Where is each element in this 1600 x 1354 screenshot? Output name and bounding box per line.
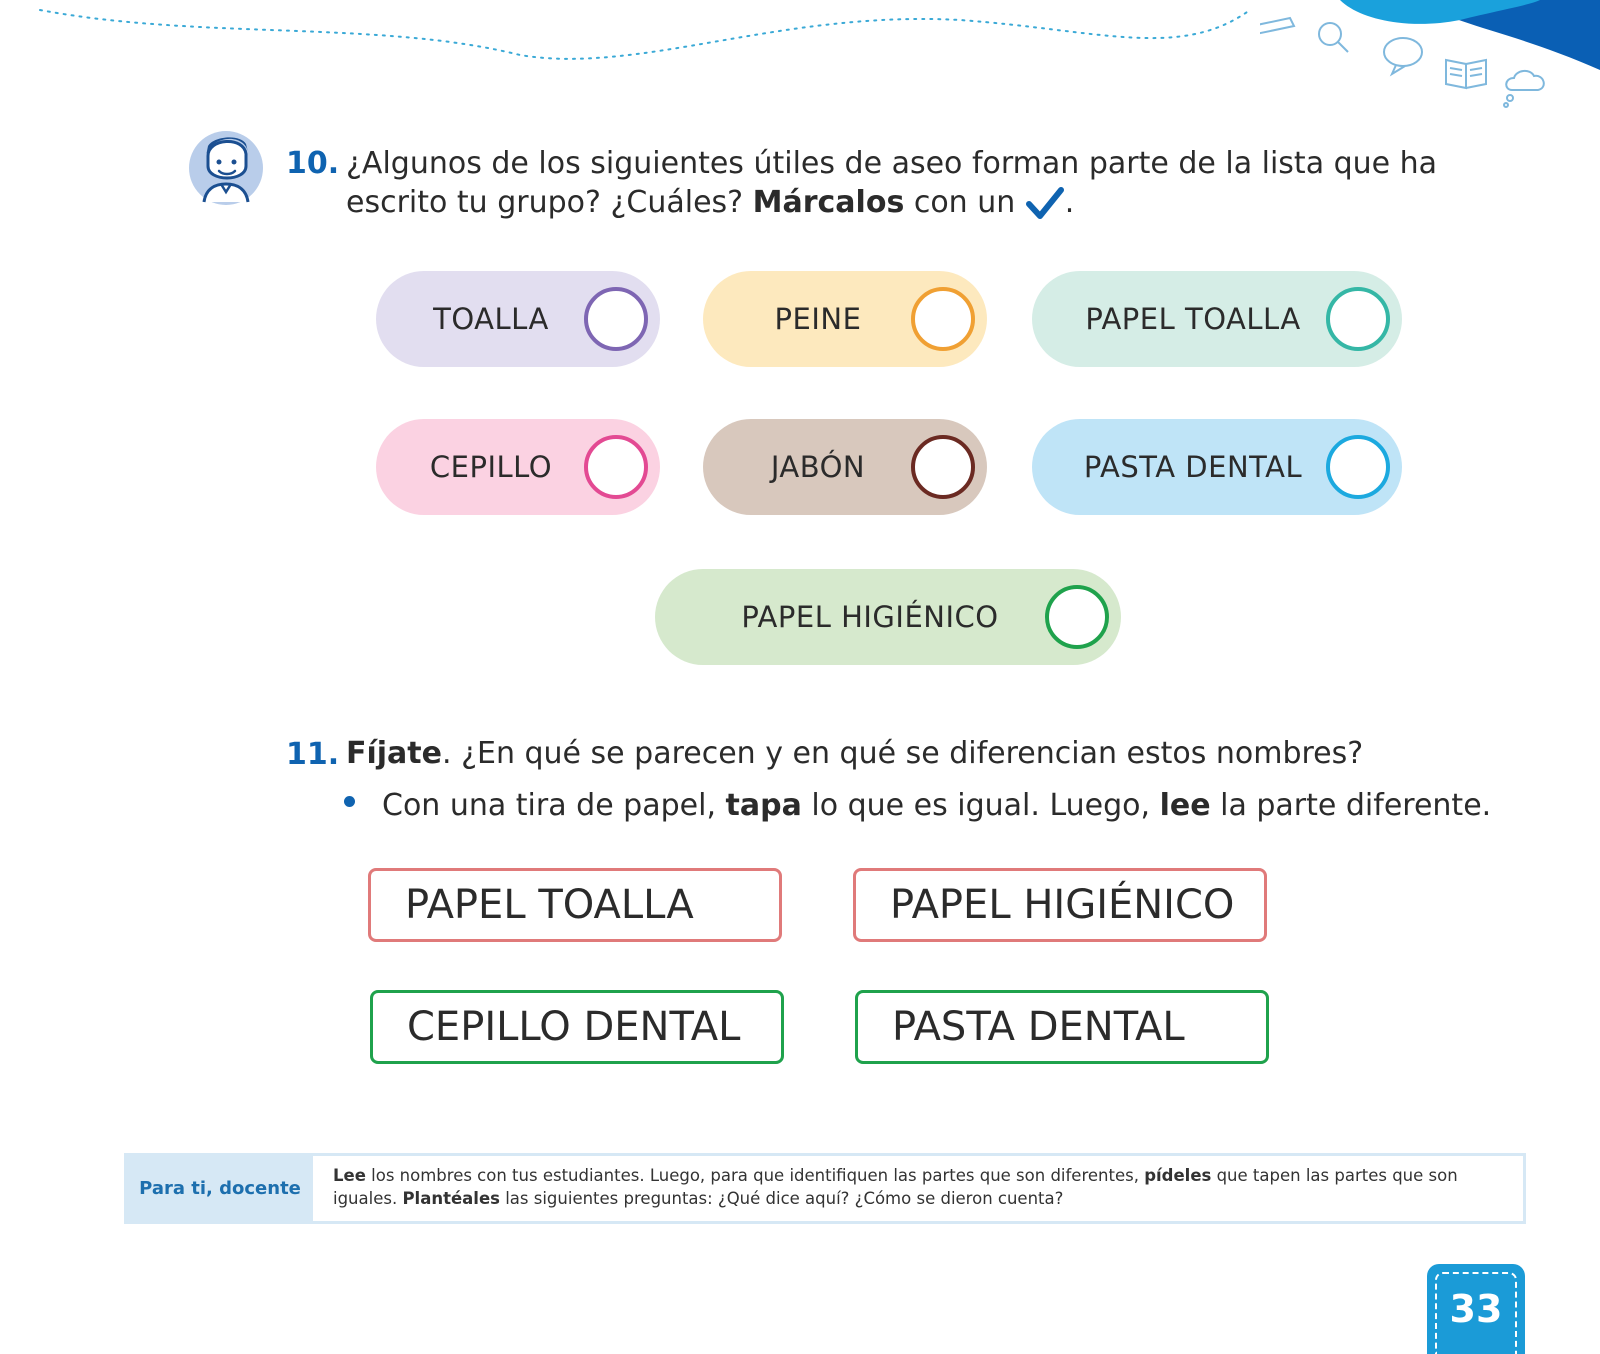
question-11-instruction <box>382 786 1491 825</box>
checkmark-icon <box>1025 186 1065 222</box>
word-box-pasta-dental: PASTA DENTAL <box>855 990 1269 1064</box>
instruction-text-part: Con una tira de papel, <box>382 788 726 823</box>
checkbox-circle-papel-higienico[interactable] <box>1045 585 1109 649</box>
teacher-note-bold: pídeles <box>1144 1166 1212 1185</box>
item-label: PEINE <box>774 302 862 336</box>
item-label: PAPEL HIGIÉNICO <box>741 600 999 634</box>
question-10-text-end: . <box>1064 185 1075 220</box>
question-10-number: 10. <box>286 146 340 181</box>
checkbox-circle-toalla[interactable] <box>584 287 648 351</box>
magnifier-icon <box>1319 23 1348 52</box>
checkbox-circle-cepillo[interactable] <box>584 435 648 499</box>
item-label: JABÓN <box>770 450 866 484</box>
question-11-bold-text: Fíjate <box>346 736 442 771</box>
teacher-note-text-part: que tapen las partes que son iguales. <box>333 1166 1458 1208</box>
item-pill-peine <box>703 271 987 367</box>
instruction-text-part: la parte diferente. <box>1210 788 1492 823</box>
instruction-text-part: lo que es igual. Luego, <box>801 788 1160 823</box>
word-box-papel-toalla: PAPEL TOALLA <box>368 868 782 942</box>
item-pill-cepillo <box>376 419 660 515</box>
teacher-note-text-part: las siguientes preguntas: ¿Qué dice aquí? ¿Cómo se dieron cuenta? <box>499 1189 1064 1208</box>
item-label: PAPEL TOALLA <box>1085 302 1301 336</box>
question-11-text <box>346 734 1363 773</box>
teacher-note-bold: Lee <box>333 1166 366 1185</box>
teacher-note-label: Para ti, docente <box>127 1156 313 1221</box>
pencil-icon <box>1260 18 1294 34</box>
item-pill-pasta-dental <box>1032 419 1402 515</box>
item-pill-jabon <box>703 419 987 515</box>
item-pill-papel-higienico <box>655 569 1121 665</box>
checkbox-circle-papel-toalla[interactable] <box>1326 287 1390 351</box>
item-pill-toalla <box>376 271 660 367</box>
book-icon <box>1446 60 1486 88</box>
item-label: TOALLA <box>433 302 549 336</box>
word-box-papel-higienico: PAPEL HIGIÉNICO <box>853 868 1267 942</box>
bullet-dot <box>344 796 355 807</box>
teacher-note-text-part: los nombres con tus estudiantes. Luego, para que identifiquen las partes que son diferentes, <box>365 1166 1145 1185</box>
item-label: PASTA DENTAL <box>1083 450 1303 484</box>
teacher-note <box>124 1153 1526 1224</box>
question-10-text <box>346 144 1526 222</box>
question-11-number: 11. <box>286 737 340 772</box>
speech-bubble-icon <box>1384 38 1422 74</box>
teacher-note-bold: Plantéales <box>402 1189 500 1208</box>
student-avatar-icon <box>188 126 266 208</box>
question-10-text-part: ¿Algunos de los siguientes útiles de aseo forman parte de la lista que ha escrito tu grupo? ¿Cuáles? <box>346 146 1438 220</box>
decorative-school-icons <box>1260 6 1600 116</box>
word-box-cepillo-dental: CEPILLO DENTAL <box>370 990 784 1064</box>
question-10-text-part: con un <box>904 185 1025 220</box>
question-11-text-part: . ¿En qué se parecen y en qué se diferencian estos nombres? <box>442 736 1364 771</box>
instruction-bold-text: tapa <box>725 788 802 823</box>
thought-cloud-icon <box>1504 71 1544 107</box>
teacher-note-text <box>313 1156 1523 1221</box>
page-number-text: 33 <box>1449 1287 1503 1331</box>
page-number <box>1427 1264 1525 1354</box>
item-label: CEPILLO <box>429 450 553 484</box>
checkbox-circle-jabon[interactable] <box>911 435 975 499</box>
checkbox-circle-peine[interactable] <box>911 287 975 351</box>
checkbox-circle-pasta-dental[interactable] <box>1326 435 1390 499</box>
instruction-bold-text: lee <box>1159 788 1211 823</box>
item-pill-papel-toalla <box>1032 271 1402 367</box>
question-10-bold-text: Márcalos <box>752 185 905 220</box>
